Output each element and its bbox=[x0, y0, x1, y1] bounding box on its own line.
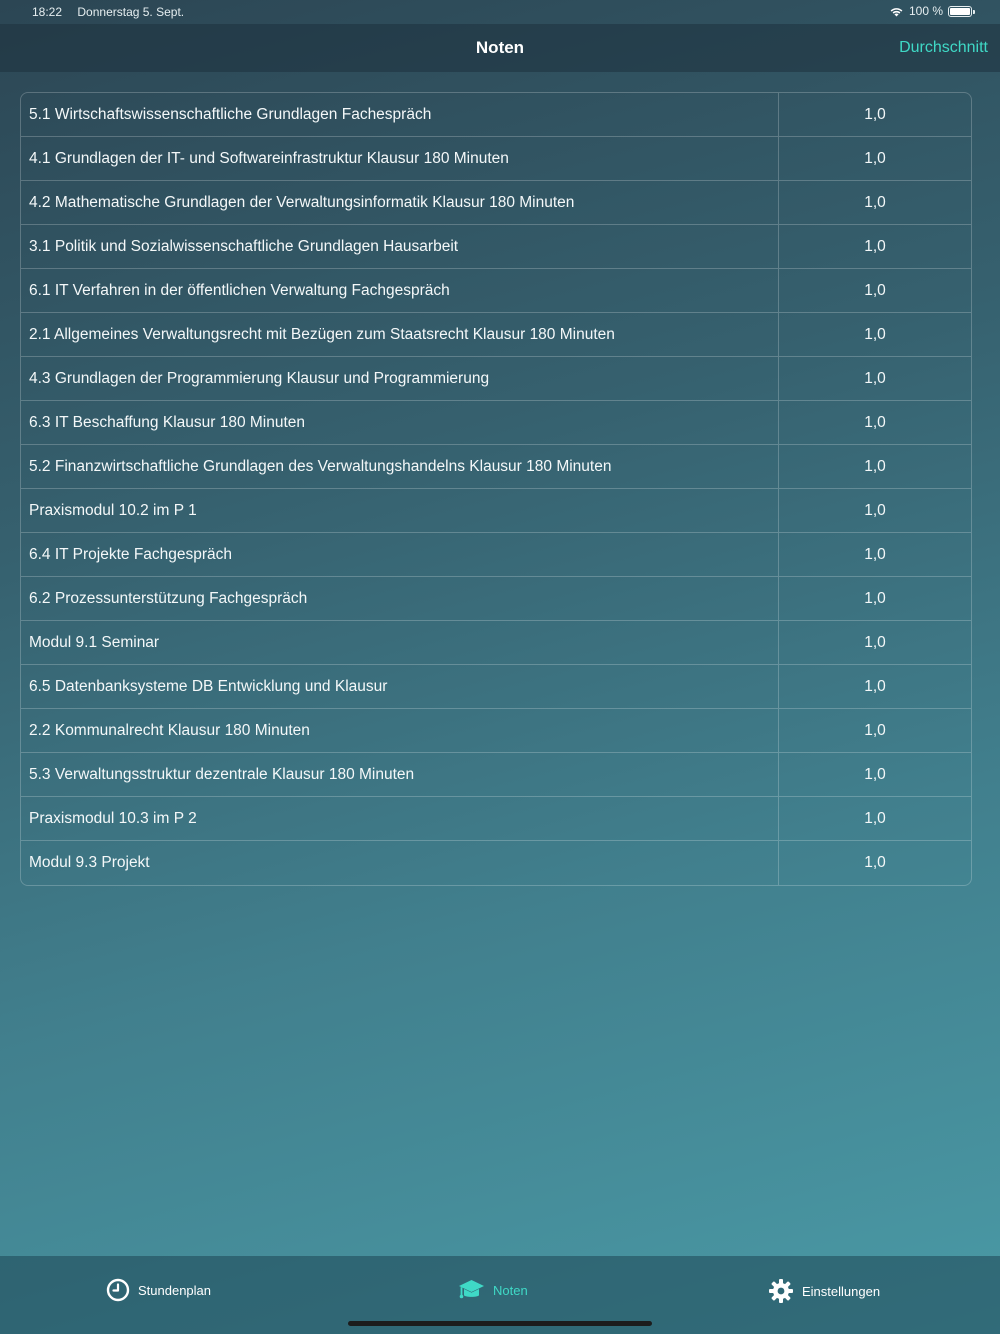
table-row[interactable] bbox=[21, 489, 971, 533]
table-row[interactable] bbox=[21, 445, 971, 489]
status-date: Donnerstag 5. Sept. bbox=[77, 5, 185, 19]
grade-value: 1,0 bbox=[864, 765, 886, 783]
graduation-cap-icon bbox=[458, 1278, 485, 1302]
grade-value: 1,0 bbox=[864, 501, 886, 519]
grade-value: 1,0 bbox=[864, 149, 886, 167]
module-name: Praxismodul 10.3 im P 2 bbox=[21, 797, 779, 840]
battery-fill bbox=[950, 8, 970, 15]
table-row[interactable] bbox=[21, 621, 971, 665]
grade-value: 1,0 bbox=[864, 677, 886, 695]
page-title: Noten bbox=[475, 38, 525, 57]
module-name: 6.1 IT Verfahren in der öffentlichen Verwaltung Fachgespräch bbox=[21, 269, 779, 312]
navigation-bar bbox=[0, 24, 1000, 72]
grade-value: 1,0 bbox=[864, 369, 886, 387]
grade-value: 1,0 bbox=[864, 325, 886, 343]
grade-value: 1,0 bbox=[864, 281, 886, 299]
status-right bbox=[889, 4, 972, 18]
status-time: 18:22 bbox=[32, 5, 63, 19]
grade-value: 1,0 bbox=[864, 457, 886, 475]
grade-value: 1,0 bbox=[864, 237, 886, 255]
module-name: 6.2 Prozessunterstützung Fachgespräch bbox=[21, 577, 779, 620]
gear-icon bbox=[768, 1278, 794, 1304]
grade-value: 1,0 bbox=[864, 633, 886, 651]
table-row[interactable] bbox=[21, 709, 971, 753]
table-row[interactable] bbox=[21, 753, 971, 797]
module-name: Modul 9.1 Seminar bbox=[21, 621, 779, 664]
table-row[interactable] bbox=[21, 313, 971, 357]
grades-table bbox=[20, 92, 972, 886]
wifi-icon bbox=[889, 6, 904, 17]
battery-icon bbox=[948, 6, 972, 17]
grade-value: 1,0 bbox=[864, 721, 886, 739]
grade-value: 1,0 bbox=[864, 545, 886, 563]
table-row[interactable] bbox=[21, 137, 971, 181]
tab-stundenplan-label: Stundenplan bbox=[138, 1282, 212, 1298]
module-name: Modul 9.3 Projekt bbox=[21, 841, 779, 885]
grade-value: 1,0 bbox=[864, 413, 886, 431]
clock-icon bbox=[106, 1278, 130, 1302]
table-row[interactable] bbox=[21, 797, 971, 841]
module-name: 4.3 Grundlagen der Programmierung Klausur und Programmierung bbox=[21, 357, 779, 400]
tab-noten-label: Noten bbox=[493, 1282, 528, 1298]
tab-noten[interactable] bbox=[458, 1278, 528, 1302]
status-bar bbox=[0, 0, 1000, 24]
module-name: Praxismodul 10.2 im P 1 bbox=[21, 489, 779, 532]
module-name: 5.2 Finanzwirtschaftliche Grundlagen des Verwaltungshandelns Klausur 180 Minuten bbox=[21, 445, 779, 488]
table-row[interactable] bbox=[21, 533, 971, 577]
battery-percent: 100 % bbox=[908, 4, 943, 18]
tab-bar bbox=[0, 1256, 1000, 1334]
tab-stundenplan[interactable] bbox=[106, 1278, 211, 1302]
table-row[interactable] bbox=[21, 357, 971, 401]
module-name: 6.5 Datenbanksysteme DB Entwicklung und Klausur bbox=[21, 665, 779, 708]
table-row[interactable] bbox=[21, 269, 971, 313]
grade-value: 1,0 bbox=[864, 105, 886, 123]
module-name: 4.2 Mathematische Grundlagen der Verwaltungsinformatik Klausur 180 Minuten bbox=[21, 181, 779, 224]
module-name: 5.1 Wirtschaftswissenschaftliche Grundlagen Fachespräch bbox=[21, 93, 779, 136]
grade-value: 1,0 bbox=[864, 193, 886, 211]
table-row[interactable] bbox=[21, 93, 971, 137]
average-button[interactable]: Durchschnitt bbox=[899, 39, 988, 56]
table-row[interactable] bbox=[21, 577, 971, 621]
tab-einstellungen-label: Einstellungen bbox=[802, 1283, 881, 1299]
grade-value: 1,0 bbox=[864, 854, 886, 871]
module-name: 6.3 IT Beschaffung Klausur 180 Minuten bbox=[21, 401, 779, 444]
status-left bbox=[32, 5, 196, 19]
module-name: 3.1 Politik und Sozialwissenschaftliche Grundlagen Hausarbeit bbox=[21, 225, 779, 268]
table-row[interactable] bbox=[21, 665, 971, 709]
grade-value: 1,0 bbox=[864, 589, 886, 607]
table-row[interactable] bbox=[21, 841, 971, 885]
module-name: 2.1 Allgemeines Verwaltungsrecht mit Bezügen zum Staatsrecht Klausur 180 Minuten bbox=[21, 313, 779, 356]
module-name: 6.4 IT Projekte Fachgespräch bbox=[21, 533, 779, 576]
table-row[interactable] bbox=[21, 225, 971, 269]
tab-einstellungen[interactable] bbox=[768, 1278, 880, 1304]
module-name: 2.2 Kommunalrecht Klausur 180 Minuten bbox=[21, 709, 779, 752]
grade-value: 1,0 bbox=[864, 809, 886, 827]
table-row[interactable] bbox=[21, 401, 971, 445]
home-indicator bbox=[348, 1321, 652, 1326]
module-name: 5.3 Verwaltungsstruktur dezentrale Klausur 180 Minuten bbox=[21, 753, 779, 796]
module-name: 4.1 Grundlagen der IT- und Softwareinfrastruktur Klausur 180 Minuten bbox=[21, 137, 779, 180]
table-row[interactable] bbox=[21, 181, 971, 225]
